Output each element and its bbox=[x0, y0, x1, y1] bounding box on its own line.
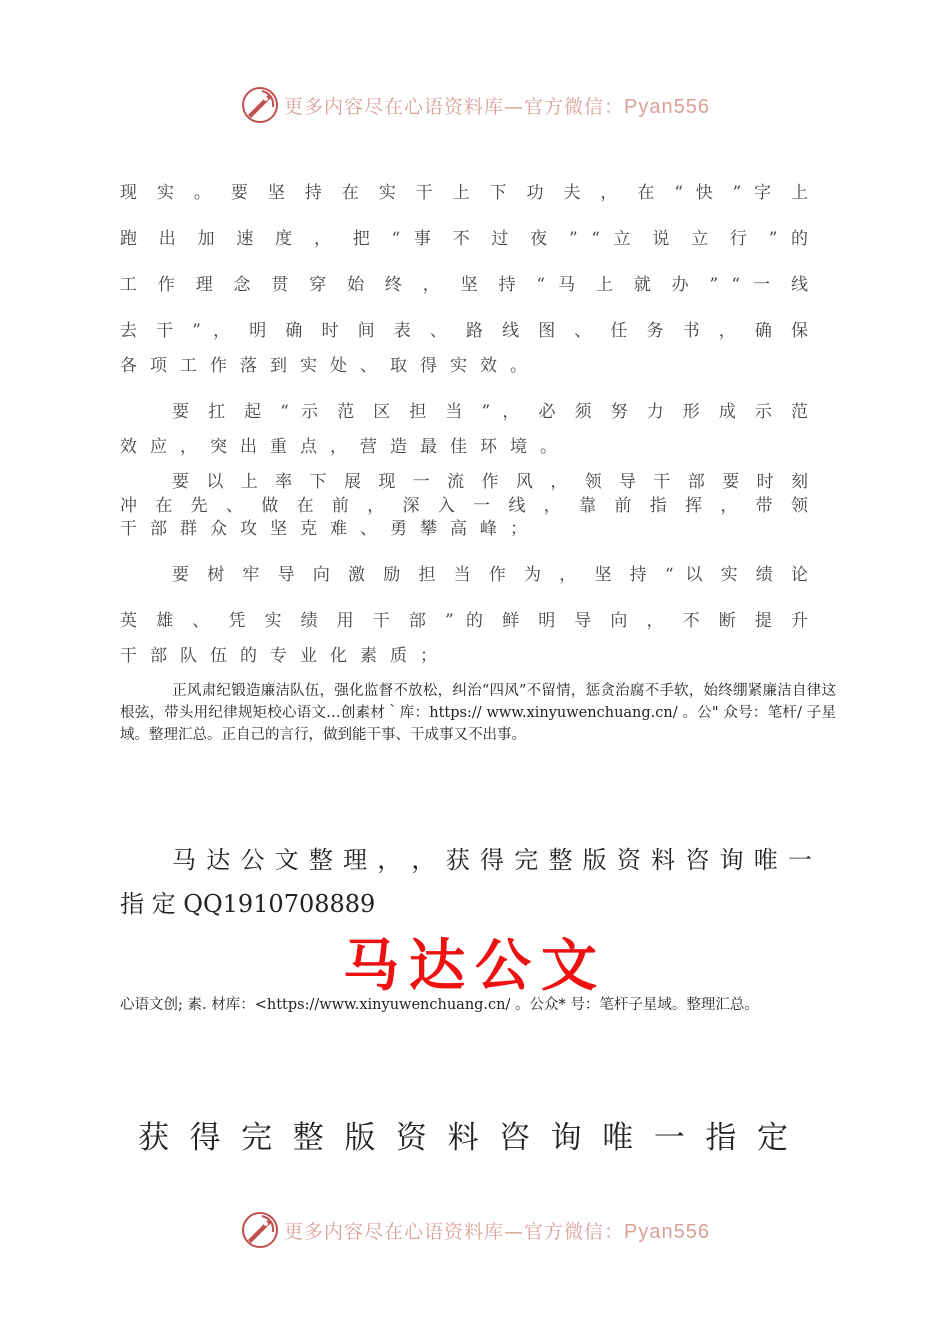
wechat-id: Pyan556 bbox=[624, 95, 710, 118]
contact-line-2: 指 定 QQ1910708889 bbox=[120, 890, 376, 918]
body-line-1: 现 实 。 要 坚 持 在 实 干 上 下 功 夫 ， 在 “ 快 ” 字 上 bbox=[120, 183, 808, 203]
wechat-id: Pyan556 bbox=[624, 1220, 710, 1243]
pen-nib-icon bbox=[240, 85, 280, 125]
body-line-4: 去 干 ” ， 明 确 时 间 表 、 路 线 图 、 任 务 书 ， 确 保 bbox=[120, 321, 808, 341]
qq-number: QQ1910708889 bbox=[183, 890, 376, 918]
pen-nib-icon bbox=[240, 1210, 280, 1250]
body-line-9: 冲 在 先 、 做 在 前 ， 深 入 一 线 ， 靠 前 指 挥 ， 带 领 bbox=[120, 496, 808, 516]
final-line: 获 得 完 整 版 资 料 咨 询 唯 一 指 定 bbox=[138, 1120, 788, 1156]
header-banner bbox=[0, 83, 950, 127]
banner-content bbox=[240, 1210, 710, 1250]
body-line-10: 干部群众攻坚克难、勇攀高峰； bbox=[120, 519, 540, 539]
body-line-8: 要 以 上 率 下 展 现 一 流 作 风 ， 领 导 干 部 要 时 刻 bbox=[172, 472, 808, 492]
banner-content bbox=[240, 85, 710, 125]
body-line-2: 跑 出 加 速 度 ， 把 “ 事 不 过 夜 ” “ 立 说 立 行 ” 的 bbox=[120, 229, 808, 249]
body-line-7: 效应，突出重点，营造最佳环境。 bbox=[120, 437, 570, 457]
brand-title: 马达公文 bbox=[343, 933, 607, 999]
body-line-6: 要 扛 起 “ 示 范 区 担 当 ” ， 必 须 努 力 形 成 示 范 bbox=[172, 402, 808, 422]
source-line: 心语文创; 素. 材库：<https://www.xinyuwenchuang.cn/ 。公众* 号：笔杆子星域。整理汇总。 bbox=[120, 997, 759, 1013]
banner-text: 更多内容尽在心语资料库—官方微信：Pyan556 bbox=[284, 1220, 710, 1243]
body-line-3: 工 作 理 念 贯 穿 始 终 ， 坚 持 “ 马 上 就 办 ” “ 一 线 bbox=[120, 275, 808, 295]
footer-banner bbox=[0, 1208, 950, 1252]
contact-line-1: 马 达 公 文 整 理 ， ， 获 得 完 整 版 资 料 咨 询 唯 一 bbox=[172, 846, 812, 874]
body-line-12: 英 雄 、 凭 实 绩 用 干 部 ” 的 鲜 明 导 向 ， 不 断 提 升 bbox=[120, 611, 808, 631]
body-line-11: 要 树 牢 导 向 激 励 担 当 作 为 ， 坚 持 “ 以 实 绩 论 bbox=[172, 565, 808, 585]
body-line-5: 各项工作落到实处、取得实效。 bbox=[120, 356, 540, 376]
discipline-paragraph: 正风肃纪锻造廉洁队伍，强化监督不放松，纠治“四风”不留情，惩贪治腐不手软，始终绷紧廉洁自律这根弦，带头用纪律规矩校心语文…创素材｀库：https:// www.xinyuwenchuang.cn/ 。公" 众号：笔杆/ 子星域。整理汇总。正自己的言行，做到能干事、干成事又不出事。 bbox=[120, 683, 836, 743]
body-line-13: 干部队伍的专业化素质； bbox=[120, 646, 450, 666]
banner-text: 更多内容尽在心语资料库—官方微信：Pyan556 bbox=[284, 95, 710, 118]
